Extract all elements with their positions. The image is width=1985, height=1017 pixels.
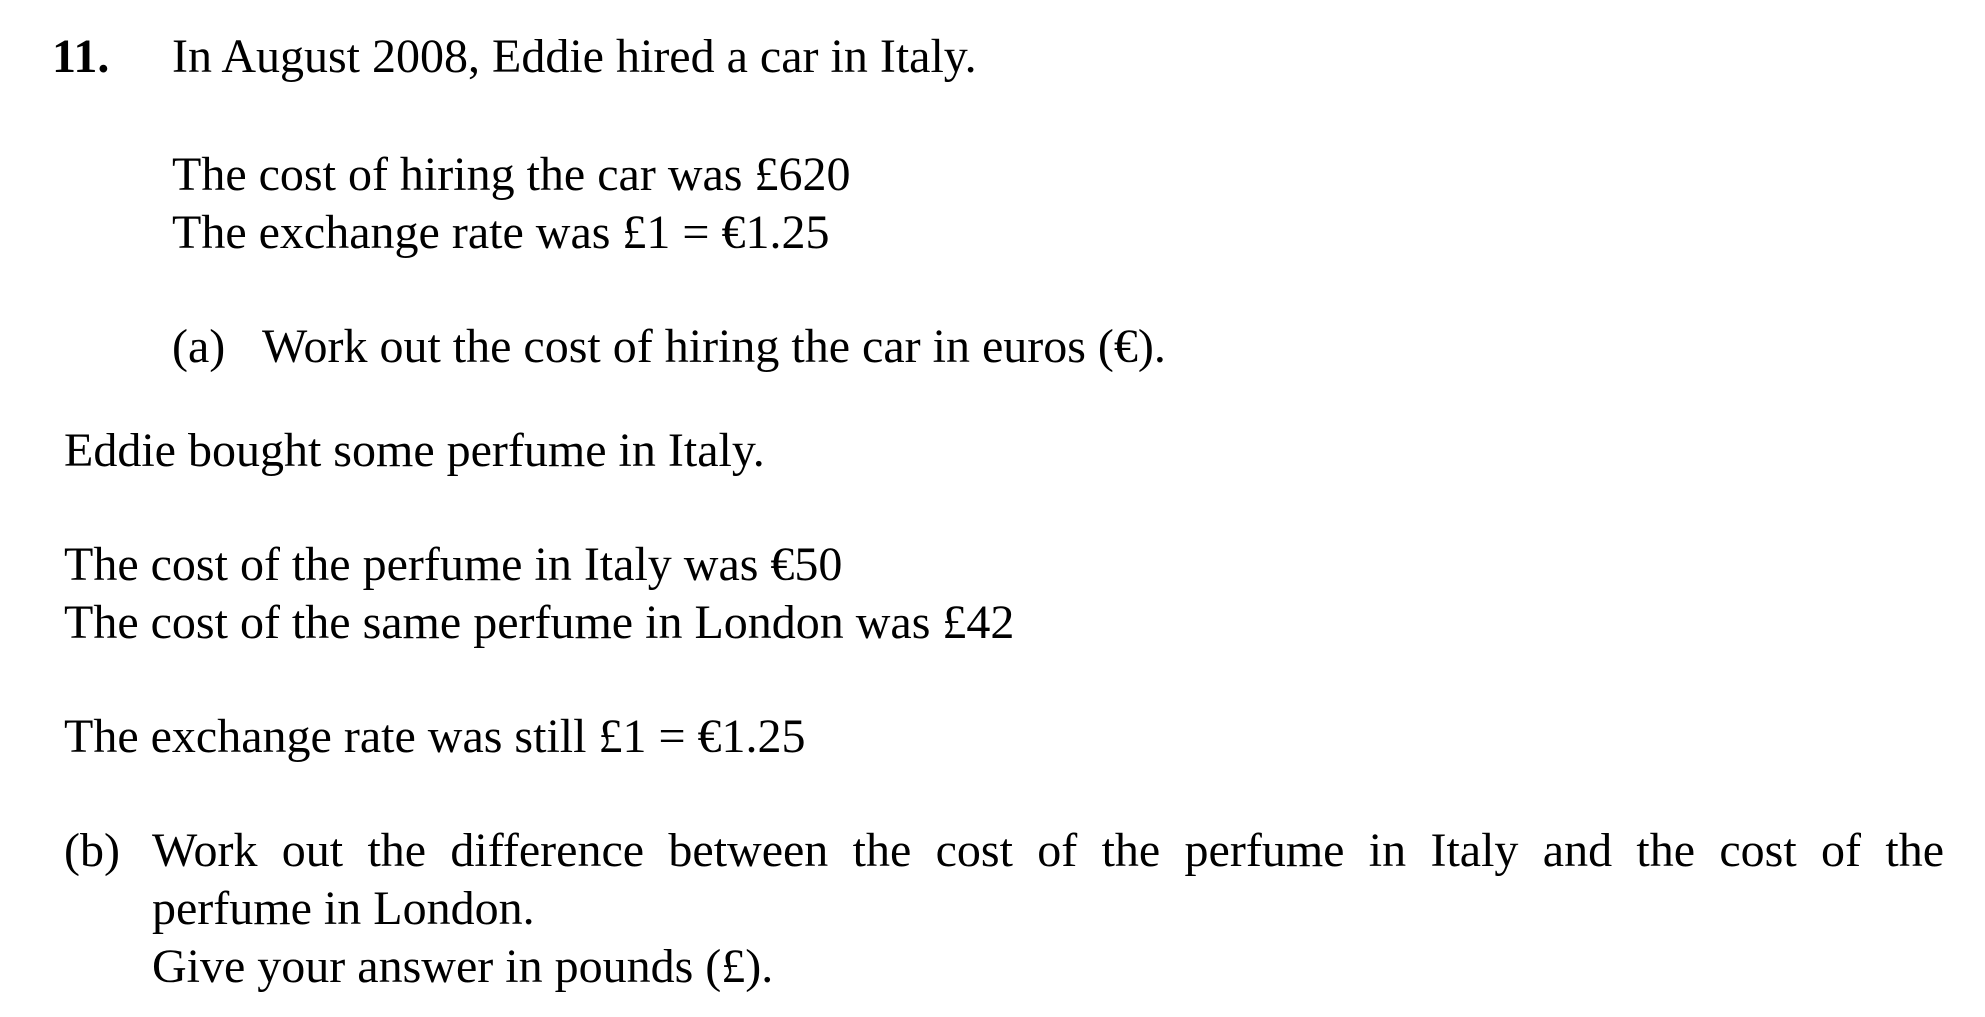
perfume-intro: Eddie bought some perfume in Italy. xyxy=(64,424,765,477)
perfume-london-line: The cost of the same perfume in London was £42 xyxy=(64,596,1015,649)
part-a-label: (a) xyxy=(172,320,226,373)
part-a-text: Work out the cost of hiring the car in euros (€). xyxy=(262,320,1166,373)
perfume-italy-line: The cost of the perfume in Italy was €50 xyxy=(64,538,843,591)
exchange-rate-still-line: The exchange rate was still £1 = €1.25 xyxy=(64,710,806,763)
part-b-line-1: Work out the difference between the cost of the perfume in Italy and the cost of the xyxy=(152,824,1944,877)
exchange-rate-line: The exchange rate was £1 = €1.25 xyxy=(172,206,830,259)
question-number: 11. xyxy=(52,30,110,83)
part-b-line-3: Give your answer in pounds (£). xyxy=(152,940,774,993)
car-cost-line: The cost of hiring the car was £620 xyxy=(172,148,851,201)
part-b-line-2: perfume in London. xyxy=(152,882,535,935)
question-intro: In August 2008, Eddie hired a car in Italy. xyxy=(172,30,977,83)
part-b-text xyxy=(152,822,1944,996)
part-b-label: (b) xyxy=(64,824,120,877)
